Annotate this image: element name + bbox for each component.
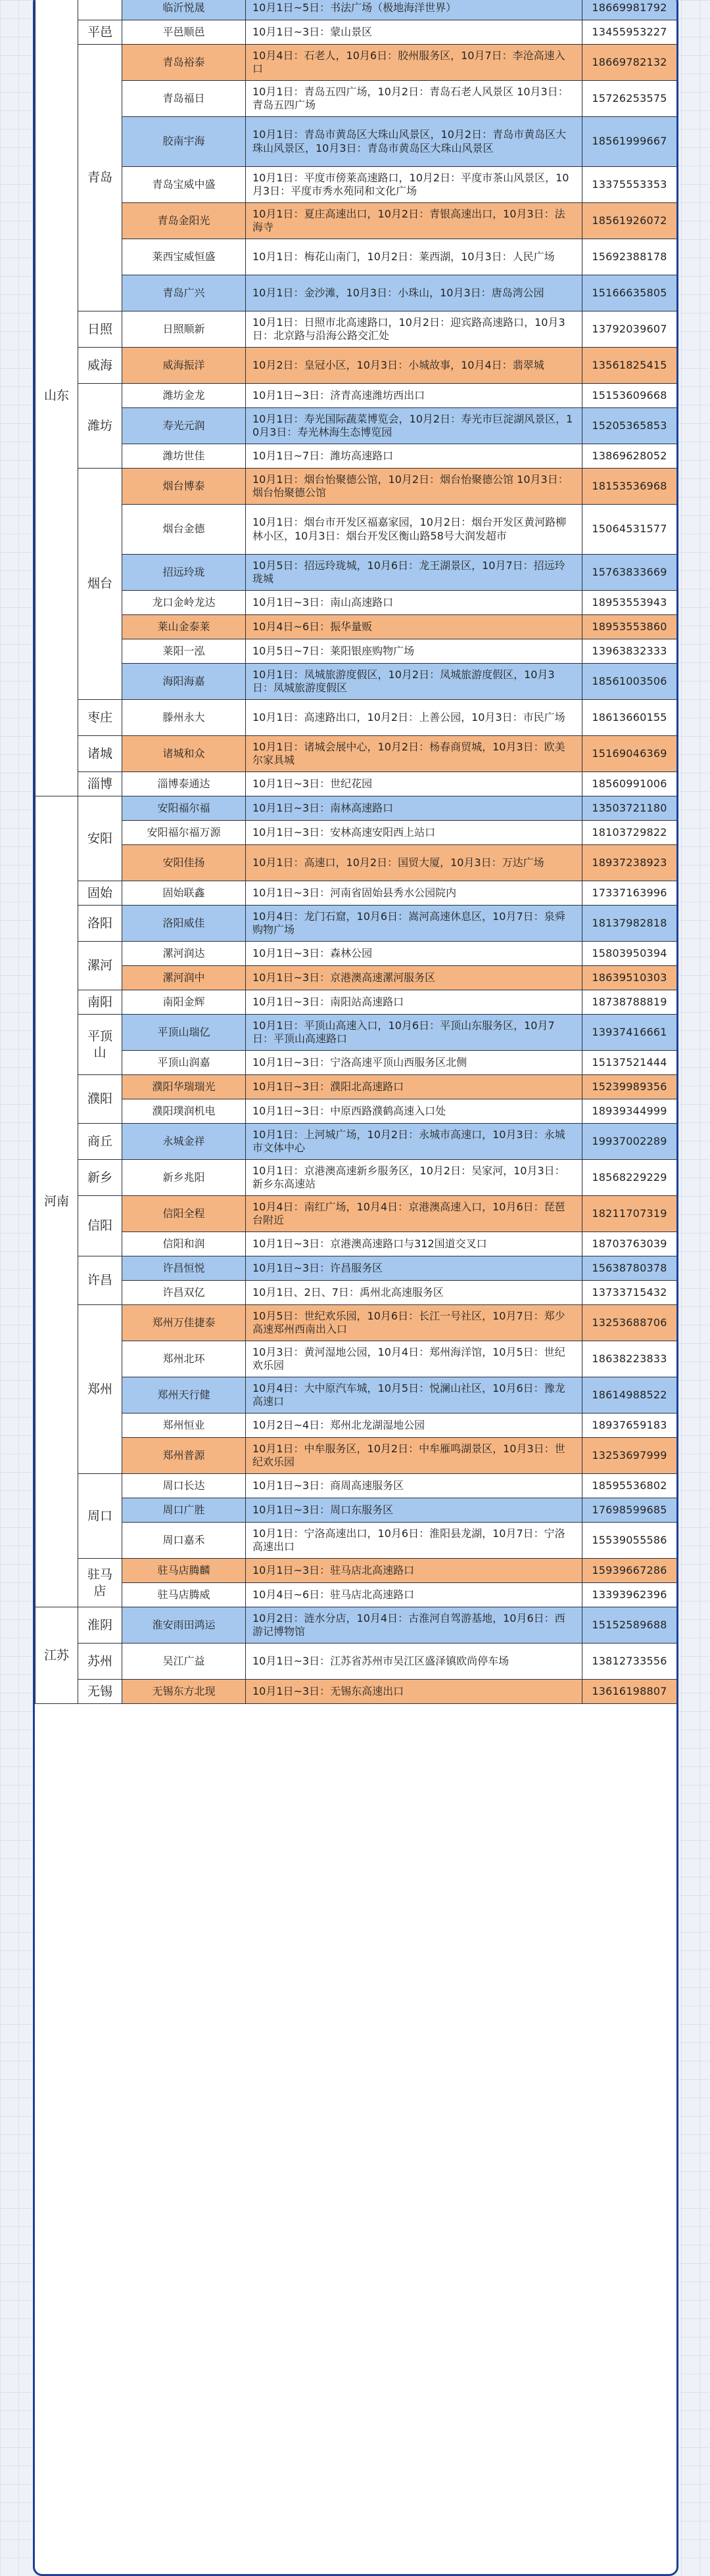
table-row: [36, 1377, 677, 1414]
phone-number: 15763833669: [582, 555, 677, 591]
store-name: 海阳海嘉: [122, 664, 246, 700]
phone-number: 18669981792: [582, 0, 677, 20]
phone-number: 18561003506: [582, 664, 677, 700]
table-row: [36, 555, 677, 591]
schedule-text: 10月2日~4日：郑州北龙湖湿地公园: [246, 1414, 582, 1438]
schedule-text: 10月2日：涟水分店，10月4日：古淮河自驾游基地，10月6日：西游记博物馆: [246, 1607, 582, 1644]
schedule-text: 10月1日：青岛五四广场，10月2日：青岛石老人风景区 10月3日：青岛五四广场: [246, 81, 582, 117]
store-name: 淄博泰通达: [122, 772, 246, 796]
phone-number: 18937659183: [582, 1414, 677, 1438]
phone-number: 18953553943: [582, 591, 677, 615]
phone-number: 13253688706: [582, 1305, 677, 1341]
schedule-text: 10月1日~3日：宁洛高速平顶山西服务区北侧: [246, 1051, 582, 1075]
phone-number: 19937002289: [582, 1124, 677, 1160]
city-cell: 信阳: [78, 1196, 122, 1256]
table-row: [36, 0, 677, 20]
table-row: [36, 348, 677, 384]
table-row: [36, 275, 677, 311]
province-cell: 江苏: [36, 1607, 78, 1704]
table-row: [36, 1124, 677, 1160]
table-row: [36, 881, 677, 906]
phone-number: 13503721180: [582, 796, 677, 821]
city-cell: 平邑: [78, 20, 122, 45]
schedule-text: 10月1日~5日：书法广场（极地海洋世界）: [246, 0, 582, 20]
schedule-text: 10月5日：世纪欢乐园，10月6日：长江一号社区，10月7日：郑少高速郑州西南出入口: [246, 1305, 582, 1341]
table-row: [36, 505, 677, 555]
schedule-text: 10月1日~3日：无锡东高速出口: [246, 1680, 582, 1704]
store-name: 安阳福尔福: [122, 796, 246, 821]
table-row: [36, 1075, 677, 1099]
schedule-text: 10月1日~3日：周口东服务区: [246, 1498, 582, 1523]
table-row: [36, 615, 677, 639]
table-row: [36, 1498, 677, 1523]
schedule-text: 10月5日：招远玲珑城，10月6日：龙王湖景区，10月7日：招远玲珑城: [246, 555, 582, 591]
schedule-text: 10月1日：烟台怡聚德公馆，10月2日：烟台怡聚德公馆 10月3日：烟台怡聚德公馆: [246, 469, 582, 505]
phone-number: 15152589688: [582, 1607, 677, 1644]
phone-number: 13253697999: [582, 1438, 677, 1474]
store-name: 信阳全程: [122, 1196, 246, 1232]
store-name: 青岛福日: [122, 81, 246, 117]
phone-number: 13963832333: [582, 639, 677, 664]
store-name: 濮阳华瑞瑞光: [122, 1075, 246, 1099]
store-name: 临沂悦晟: [122, 0, 246, 20]
table-row: [36, 1341, 677, 1377]
city-cell: 新乡: [78, 1160, 122, 1196]
schedule-text: 10月1日：宁洛高速出口，10月6日：淮阳县龙湖，10月7日：宁洛高速出口: [246, 1523, 582, 1559]
schedule-text: 10月1日~7日：潍坊高速路口: [246, 444, 582, 469]
city-cell: 漯河: [78, 942, 122, 990]
store-name: 青岛广兴: [122, 275, 246, 311]
table-row: [36, 1680, 677, 1704]
province-cell: 山东: [36, 0, 78, 796]
table-row: [36, 639, 677, 664]
schedule-text: 10月1日：诸城会展中心，10月2日：杨春商贸城，10月3日：欧美尔家具城: [246, 736, 582, 772]
schedule-text: 10月1日：夏庄高速出口，10月2日：青银高速出口，10月3日：法海寺: [246, 203, 582, 239]
phone-number: 15539055586: [582, 1523, 677, 1559]
table-row: [36, 1256, 677, 1281]
store-name: 周口广胜: [122, 1498, 246, 1523]
store-name: 平邑顺邑: [122, 20, 246, 45]
phone-number: 18669782132: [582, 45, 677, 81]
table-row: [36, 117, 677, 167]
table-row: [36, 311, 677, 348]
schedule-text: 10月1日：中牟服务区，10月2日：中牟雁鸣湖景区，10月3日：世纪欢乐园: [246, 1438, 582, 1474]
table-row: [36, 384, 677, 408]
schedule-text: 10月1日~3日：济青高速潍坊西出口: [246, 384, 582, 408]
schedule-text: 10月1日~3日：世纪花园: [246, 772, 582, 796]
schedule-text: 10月1日：寿光国际蔬菜博览会，10月2日：寿光市巨淀湖风景区，10月3日：寿光林海生态博览园: [246, 408, 582, 444]
store-name: 滕州永大: [122, 700, 246, 736]
store-name: 青岛宝威中盛: [122, 167, 246, 203]
phone-number: 18639510303: [582, 966, 677, 990]
schedule-text: 10月1日~3日：南阳站高速路口: [246, 990, 582, 1015]
store-name: 烟台博泰: [122, 469, 246, 505]
phone-number: 17698599685: [582, 1498, 677, 1523]
phone-number: 15166635805: [582, 275, 677, 311]
store-name: 日照顺新: [122, 311, 246, 348]
phone-number: 15692388178: [582, 239, 677, 275]
table-row: [36, 821, 677, 845]
schedule-text: 10月1日：上河城广场，10月2日：永城市高速口，10月3日：永城市文体中心: [246, 1124, 582, 1160]
schedule-text: 10月1日~3日：商周高速服务区: [246, 1474, 582, 1498]
store-name: 许昌恒悦: [122, 1256, 246, 1281]
table-row: [36, 1099, 677, 1124]
schedule-text: 10月1日~3日：许昌服务区: [246, 1256, 582, 1281]
table-row: [36, 45, 677, 81]
city-cell: 潍坊: [78, 384, 122, 469]
store-name: 威海振洋: [122, 348, 246, 384]
phone-number: 18638223833: [582, 1341, 677, 1377]
phone-number: 18560991006: [582, 772, 677, 796]
phone-number: 15638780378: [582, 1256, 677, 1281]
province-cell: 河南: [36, 796, 78, 1607]
phone-number: 15939667286: [582, 1559, 677, 1583]
store-name: 烟台金德: [122, 505, 246, 555]
phone-number: 18595536802: [582, 1474, 677, 1498]
city-cell: 安阳: [78, 796, 122, 881]
schedule-text: 10月4日：石老人，10月6日：胶州服务区，10月7日：李沧高速入口: [246, 45, 582, 81]
store-name: 诸城和众: [122, 736, 246, 772]
schedule-text: 10月4日：南红广场，10月4日：京港澳高速入口，10月6日：琵琶台附近: [246, 1196, 582, 1232]
city-cell: 商丘: [78, 1124, 122, 1160]
phone-number: 13792039607: [582, 311, 677, 348]
schedule-text: 10月1日：平度市傍莱高速路口，10月2日：平度市茶山风景区，10月3日：平度市秀水苑同和文化广场: [246, 167, 582, 203]
city-cell: 威海: [78, 348, 122, 384]
phone-number: 18703763039: [582, 1232, 677, 1256]
schedule-text: 10月1日~3日：河南省固始县秀水公园院内: [246, 881, 582, 906]
store-name: 青岛金阳光: [122, 203, 246, 239]
schedule-text: 10月1日~3日：南林高速路口: [246, 796, 582, 821]
city-cell: 苏州: [78, 1644, 122, 1680]
schedule-text: 10月1日~3日：濮阳北高速路口: [246, 1075, 582, 1099]
city-cell: 南阳: [78, 990, 122, 1015]
phone-number: 15153609668: [582, 384, 677, 408]
table-row: [36, 203, 677, 239]
schedule-text: 10月1日~3日：南山高速路口: [246, 591, 582, 615]
table-row: [36, 1160, 677, 1196]
table-row: [36, 167, 677, 203]
schedule-text: 10月1日~3日：蒙山景区: [246, 20, 582, 45]
city-cell: [78, 0, 122, 20]
store-name: 胶南宇海: [122, 117, 246, 167]
schedule-text: 10月3日：黄河湿地公园，10月4日：郑州海洋馆，10月5日：世纪欢乐园: [246, 1341, 582, 1377]
store-name: 郑州普源: [122, 1438, 246, 1474]
store-name: 招远玲珑: [122, 555, 246, 591]
schedule-text: 10月1日：日照市北高速路口，10月2日：迎宾路高速路口，10月3日：北京路与沿海公路交汇处: [246, 311, 582, 348]
phone-number: 18568229229: [582, 1160, 677, 1196]
store-name: 平顶山润嘉: [122, 1051, 246, 1075]
table-row: [36, 942, 677, 966]
city-cell: 平顶山: [78, 1015, 122, 1075]
schedule-text: 10月1日~3日：驻马店北高速路口: [246, 1559, 582, 1583]
table-row: [36, 845, 677, 881]
store-name: 许昌双亿: [122, 1281, 246, 1305]
table-row: [36, 1607, 677, 1644]
store-name: 漯河润达: [122, 942, 246, 966]
store-name: 平顶山瑞亿: [122, 1015, 246, 1051]
schedule-text: 10月1日~3日：安林高速安阳西上站口: [246, 821, 582, 845]
phone-number: 15064531577: [582, 505, 677, 555]
schedule-text: 10月1日：青岛市黄岛区大珠山风景区，10月2日：青岛市黄岛区大珠山风景区，10月3日：青岛市黄岛区大珠山风景区: [246, 117, 582, 167]
store-name: 濮阳璞润机电: [122, 1099, 246, 1124]
phone-number: 13733715432: [582, 1281, 677, 1305]
schedule-text: 10月1日：京港澳高速新乡服务区，10月2日：吴家河，10月3日：新乡东高速站: [246, 1160, 582, 1196]
schedule-text: 10月1日~3日：中原西路濮鹤高速入口处: [246, 1099, 582, 1124]
table-row: [36, 1196, 677, 1232]
table-row: [36, 1644, 677, 1680]
store-name: 潍坊金龙: [122, 384, 246, 408]
store-name: 莱山金泰莱: [122, 615, 246, 639]
schedule-text: 10月1日~3日：京港澳高速路口与312国道交叉口: [246, 1232, 582, 1256]
store-name: 莱西宝威恒盛: [122, 239, 246, 275]
store-name: 安阳福尔福万源: [122, 821, 246, 845]
city-cell: 诸城: [78, 736, 122, 772]
schedule-text: 10月4日~6日：振华量贩: [246, 615, 582, 639]
table-row: [36, 906, 677, 942]
phone-number: 18939344999: [582, 1099, 677, 1124]
schedule-table: [35, 0, 677, 1704]
city-cell: 日照: [78, 311, 122, 348]
city-cell: 郑州: [78, 1305, 122, 1474]
schedule-text: 10月4日~6日：驻马店北高速路口: [246, 1583, 582, 1607]
store-name: 驻马店腾麟: [122, 1559, 246, 1583]
table-row: [36, 1559, 677, 1583]
phone-number: 13869628052: [582, 444, 677, 469]
table-row: [36, 736, 677, 772]
schedule-text: 10月1日：凤城旅游度假区，10月2日：凤城旅游度假区，10月3日：凤城旅游度假区: [246, 664, 582, 700]
store-name: 南阳金辉: [122, 990, 246, 1015]
schedule-text: 10月4日：龙门石窟，10月6日：嵩河高速休息区，10月7日：泉舜购物广场: [246, 906, 582, 942]
store-name: 莱阳一泓: [122, 639, 246, 664]
table-row: [36, 700, 677, 736]
city-cell: 洛阳: [78, 906, 122, 942]
city-cell: 濮阳: [78, 1075, 122, 1124]
phone-number: 18614988522: [582, 1377, 677, 1414]
schedule-text: 10月1日：梅花山南门，10月2日：莱西湖，10月3日：人民广场: [246, 239, 582, 275]
phone-number: 18937238923: [582, 845, 677, 881]
phone-number: 15205365853: [582, 408, 677, 444]
phone-number: 18137982818: [582, 906, 677, 942]
phone-number: 18613660155: [582, 700, 677, 736]
store-name: 无锡东方北现: [122, 1680, 246, 1704]
store-name: 周口嘉禾: [122, 1523, 246, 1559]
table-row: [36, 20, 677, 45]
city-cell: 固始: [78, 881, 122, 906]
table-row: [36, 239, 677, 275]
store-name: 洛阳威佳: [122, 906, 246, 942]
phone-number: 18561926072: [582, 203, 677, 239]
schedule-text: 10月1日：平顶山高速入口，10月6日：平顶山东服务区，10月7日：平顶山高速路口: [246, 1015, 582, 1051]
table-row: [36, 591, 677, 615]
city-cell: 无锡: [78, 1680, 122, 1704]
phone-number: 15726253575: [582, 81, 677, 117]
phone-number: 13812733556: [582, 1644, 677, 1680]
city-cell: 青岛: [78, 45, 122, 311]
table-row: [36, 1051, 677, 1075]
city-cell: 许昌: [78, 1256, 122, 1305]
schedule-text: 10月4日：大中原汽车城，10月5日：悦澜山社区，10月6日：豫龙高速口: [246, 1377, 582, 1414]
table-row: [36, 664, 677, 700]
table-row: [36, 469, 677, 505]
phone-number: 13616198807: [582, 1680, 677, 1704]
schedule-text: 10月1日~3日：江苏省苏州市吴江区盛泽镇欧尚停车场: [246, 1644, 582, 1680]
table-row: [36, 81, 677, 117]
store-name: 吴江广益: [122, 1644, 246, 1680]
phone-number: 15803950394: [582, 942, 677, 966]
schedule-frame: [33, 0, 678, 2576]
schedule-text: 10月1日~3日：京港澳高速漯河服务区: [246, 966, 582, 990]
table-row: [36, 1232, 677, 1256]
schedule-text: 10月1日~3日：森林公园: [246, 942, 582, 966]
city-cell: 驻马店: [78, 1559, 122, 1607]
schedule-text: 10月5日~7日：莱阳银座购物广场: [246, 639, 582, 664]
city-cell: 淮阴: [78, 1607, 122, 1644]
store-name: 永城金祥: [122, 1124, 246, 1160]
table-row: [36, 772, 677, 796]
table-row: [36, 1305, 677, 1341]
store-name: 龙口金岭龙达: [122, 591, 246, 615]
table-row: [36, 444, 677, 469]
phone-number: 18103729822: [582, 821, 677, 845]
table-row: [36, 1414, 677, 1438]
table-row: [36, 1523, 677, 1559]
phone-number: 18953553860: [582, 615, 677, 639]
table-row: [36, 990, 677, 1015]
phone-number: 17337163996: [582, 881, 677, 906]
schedule-text: 10月1日：高速口，10月2日：国贸大厦，10月3日：万达广场: [246, 845, 582, 881]
table-row: [36, 1438, 677, 1474]
store-name: 青岛裕泰: [122, 45, 246, 81]
phone-number: 18561999667: [582, 117, 677, 167]
phone-number: 18211707319: [582, 1196, 677, 1232]
phone-number: 15169046369: [582, 736, 677, 772]
table-row: [36, 1474, 677, 1498]
phone-number: 18738788819: [582, 990, 677, 1015]
table-row: [36, 966, 677, 990]
table-row: [36, 408, 677, 444]
phone-number: 15137521444: [582, 1051, 677, 1075]
phone-number: 13455953227: [582, 20, 677, 45]
phone-number: 13561825415: [582, 348, 677, 384]
store-name: 郑州北环: [122, 1341, 246, 1377]
store-name: 驻马店腾威: [122, 1583, 246, 1607]
store-name: 安阳佳扬: [122, 845, 246, 881]
store-name: 漯河润中: [122, 966, 246, 990]
phone-number: 13937416661: [582, 1015, 677, 1051]
store-name: 信阳和润: [122, 1232, 246, 1256]
schedule-text: 10月1日：金沙滩，10月3日：小珠山，10月3日：唐岛湾公园: [246, 275, 582, 311]
city-cell: 烟台: [78, 469, 122, 700]
phone-number: 18153536968: [582, 469, 677, 505]
table-row: [36, 1281, 677, 1305]
store-name: 寿光元润: [122, 408, 246, 444]
store-name: 郑州万佳捷泰: [122, 1305, 246, 1341]
city-cell: 周口: [78, 1474, 122, 1559]
schedule-text: 10月2日：皇冠小区，10月3日：小城故事，10月4日：翡翠城: [246, 348, 582, 384]
schedule-text: 10月1日：烟台市开发区福嘉家园，10月2日：烟台开发区黄河路柳林小区，10月3日：烟台开发区衡山路58号大润发超市: [246, 505, 582, 555]
table-row: [36, 796, 677, 821]
store-name: 郑州恒业: [122, 1414, 246, 1438]
table-row: [36, 1583, 677, 1607]
phone-number: 13375553353: [582, 167, 677, 203]
schedule-text: 10月1日：高速路出口，10月2日：上善公园，10月3日：市民广场: [246, 700, 582, 736]
city-cell: 淄博: [78, 772, 122, 796]
store-name: 潍坊世佳: [122, 444, 246, 469]
store-name: 郑州天行健: [122, 1377, 246, 1414]
store-name: 新乡兆阳: [122, 1160, 246, 1196]
phone-number: 15239989356: [582, 1075, 677, 1099]
store-name: 淮安雨田鸿运: [122, 1607, 246, 1644]
city-cell: 枣庄: [78, 700, 122, 736]
schedule-text: 10月1日、2日、7日：禹州北高速服务区: [246, 1281, 582, 1305]
phone-number: 13393962396: [582, 1583, 677, 1607]
schedule-table-body: [36, 0, 677, 1704]
store-name: 周口长达: [122, 1474, 246, 1498]
table-row: [36, 1015, 677, 1051]
store-name: 固始联鑫: [122, 881, 246, 906]
